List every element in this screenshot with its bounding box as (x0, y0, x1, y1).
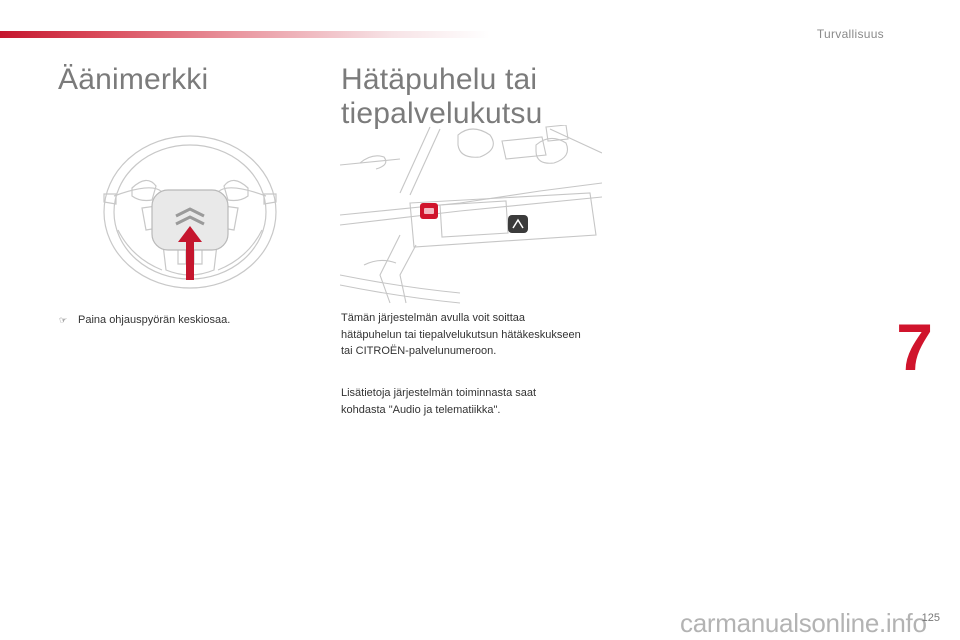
emergency-heading-line2: tiepalvelukutsu (341, 97, 543, 130)
page-number: 125 (921, 612, 940, 624)
emergency-heading-line1: Hätäpuhelu tai (341, 63, 538, 96)
header-accent-bar (0, 31, 490, 38)
emergency-paragraph-2: Lisätietoja järjestelmän toiminnasta saat kohdasta "Audio ja telematiikka". (341, 387, 537, 416)
horn-heading: Äänimerkki (58, 63, 209, 96)
chapter-number: 7 (896, 310, 933, 384)
finger-pointing-icon: ☞ (59, 315, 68, 325)
section-title: Turvallisuus (816, 27, 884, 41)
horn-instruction-text: Paina ohjauspyörän keskiosaa. (78, 314, 231, 326)
emergency-paragraph-1: Tämän järjestelmän avulla voit soittaa hätäpuhelun tai tiepalvelukutsun hätäkeskukseen tai CITROËN-palvelunumeroon. (341, 312, 581, 357)
steering-wheel-illustration (92, 130, 288, 300)
horn-instruction (59, 313, 289, 328)
watermark: carmanualsonline.info (680, 608, 927, 638)
emergency-call-heading (341, 63, 641, 131)
overhead-console-illustration (340, 125, 602, 305)
